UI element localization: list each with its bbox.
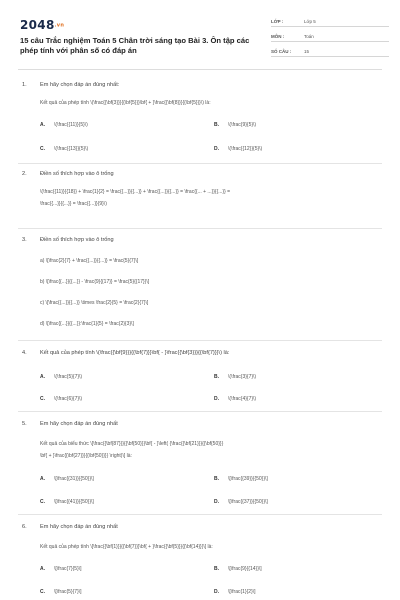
page-title: 15 câu Trắc nghiệm Toán 5 Chân trời sáng tạo Bài 3. Ôn tập các phép tính với phân số có đáp án xyxy=(20,36,250,56)
meta-label: MÔN : xyxy=(271,34,285,39)
option-text: \[\frac{{39}}{{50}}\] xyxy=(228,476,268,482)
option-text: \(\frac{9}{5}\) xyxy=(228,122,257,128)
meta-subject-row xyxy=(271,30,389,42)
option-letter: C. xyxy=(40,499,45,505)
option-d[interactable] xyxy=(214,146,262,152)
question-number: 2. xyxy=(22,171,27,177)
meta-info xyxy=(271,15,389,60)
question-line: \(\frac{{11}}{{18}} + \frac{1}{2} = \frac{{...}}{{...}} + \frac{{...}}{{...}} = \frac{{... + ...}}{{...}} = xyxy=(40,189,231,195)
question-line: \frac{{...}}{{...}} = \frac{{...}}{9}\) xyxy=(40,201,107,207)
option-c[interactable] xyxy=(40,499,94,505)
option-letter: B. xyxy=(214,476,219,482)
question-line: Kết quả của phép tính \[\frac{{\bf{1}}}{{\bf{7}}}\bf{ + }\frac{{\bf{5}}}{{\bf{14}}}\] là: xyxy=(40,544,213,550)
logo-text: 2048 xyxy=(20,18,55,32)
option-text: \(\frac{4}{7}\) xyxy=(228,396,257,402)
option-text: \(\frac{6}{7}\) xyxy=(54,396,83,402)
option-a[interactable] xyxy=(40,476,94,482)
option-text: \[\frac{9}{{14}}\] xyxy=(228,566,262,572)
option-text: \[\frac{{41}}{{50}}\] xyxy=(54,499,94,505)
option-text: \[\frac{1}{2}\] xyxy=(228,589,256,595)
question-divider xyxy=(18,163,382,164)
question-divider xyxy=(18,228,382,229)
option-text: \[\frac{{37}}{{50}}\] xyxy=(228,499,268,505)
question-number: 4. xyxy=(22,350,27,356)
site-logo[interactable] xyxy=(20,18,64,32)
question-line[interactable]: c) \[\frac{{...}}{{...}} \times \frac{2}{5} = \frac{2}{7}\] xyxy=(40,300,149,306)
question-divider xyxy=(18,340,382,341)
meta-value: 15 xyxy=(304,49,310,54)
option-text: \(\frac{{12}}{5}\) xyxy=(228,146,263,152)
question-text: Điền số thích hợp vào ô trống xyxy=(40,237,114,243)
option-c[interactable] xyxy=(40,146,88,152)
option-letter: C. xyxy=(40,146,45,152)
option-c[interactable] xyxy=(40,396,82,402)
question-text: Kết quả của phép tính \(\frac{{\bf{9}}}{{\bf{7}}}\bf{ - }\frac{{\bf{3}}}{{\bf{7}}}\) là: xyxy=(40,350,230,356)
option-text: \(\frac{{13}}{5}\) xyxy=(54,146,89,152)
option-d[interactable] xyxy=(214,396,256,402)
option-text: \(\frac{5}{7}\) xyxy=(54,374,83,380)
option-b[interactable] xyxy=(214,566,262,572)
question-text: Điền số thích hợp vào ô trống xyxy=(40,171,114,177)
option-b[interactable] xyxy=(214,374,256,380)
question-number: 1. xyxy=(22,82,27,88)
option-text: \(\frac{{11}}{5}\) xyxy=(54,122,88,128)
question-line: Kết quả của phép tính \(\frac{{\bf{3}}}{{\bf{5}}}\bf{ + }\frac{{\bf{8}}}{{\bf{5}}}\) là: xyxy=(40,100,211,106)
question-text: Em hãy chọn đáp án đúng nhất: xyxy=(40,82,120,88)
option-letter: C. xyxy=(40,396,45,402)
header-divider xyxy=(18,69,382,70)
option-c[interactable] xyxy=(40,589,82,595)
option-a[interactable] xyxy=(40,122,88,128)
option-letter: B. xyxy=(214,122,219,128)
option-b[interactable] xyxy=(214,122,256,128)
meta-grade-row xyxy=(271,15,389,27)
option-a[interactable] xyxy=(40,566,82,572)
option-letter: D. xyxy=(214,146,219,152)
option-letter: A. xyxy=(40,374,45,380)
option-text: \[\frac{7}{5}\] xyxy=(54,566,82,572)
meta-value: Lớp 5 xyxy=(304,19,316,24)
question-divider xyxy=(18,411,382,412)
question-number: 5. xyxy=(22,421,27,427)
question-line[interactable]: a) \[\frac{2}{7} + \frac{{...}}{{...}} = \frac{5}{7}\] xyxy=(40,258,139,264)
question-divider xyxy=(18,514,382,515)
option-letter: D. xyxy=(214,396,219,402)
meta-label: SỐ CÂU : xyxy=(271,49,292,54)
option-letter: A. xyxy=(40,566,45,572)
option-d[interactable] xyxy=(214,589,256,595)
question-text: Em hãy chọn đáp án đúng nhất xyxy=(40,421,118,427)
option-letter: C. xyxy=(40,589,45,595)
option-letter: D. xyxy=(214,499,219,505)
page-header xyxy=(18,12,390,64)
question-line: Kết quả của biểu thức \[\frac{{\bf{87}}}{{\bf{50}}}\bf{ - }\left( {\frac{{\bf{21}}}{{\bf{50}}} xyxy=(40,441,224,447)
meta-value: Toán xyxy=(304,34,314,39)
logo-tld: .vn xyxy=(54,22,65,29)
option-b[interactable] xyxy=(214,476,268,482)
meta-count-row xyxy=(271,45,389,57)
question-line[interactable]: b) \[\frac{{...}}{{...}} - \frac{9}{{17}} = \frac{5}{{17}}\] xyxy=(40,279,150,285)
question-line[interactable]: d) \[\frac{{...}}{{...}}:\frac{1}{5} = \frac{2}{3}\] xyxy=(40,321,134,327)
option-d[interactable] xyxy=(214,499,268,505)
option-letter: B. xyxy=(214,566,219,572)
option-letter: B. xyxy=(214,374,219,380)
option-letter: A. xyxy=(40,122,45,128)
meta-label: LỚP : xyxy=(271,19,284,24)
question-number: 3. xyxy=(22,237,27,243)
option-letter: D. xyxy=(214,589,219,595)
option-letter: A. xyxy=(40,476,45,482)
question-text: Em hãy chọn đáp án đúng nhất xyxy=(40,524,118,530)
option-a[interactable] xyxy=(40,374,82,380)
option-text: \[\frac{{31}}{{50}}\] xyxy=(54,476,94,482)
question-number: 6. xyxy=(22,524,27,530)
option-text: \(\frac{3}{7}\) xyxy=(228,374,257,380)
option-text: \[\frac{5}{7}\] xyxy=(54,589,82,595)
question-line: \bf{ + }\frac{{\bf{27}}}{{\bf{50}}}} \right)\] là: xyxy=(40,453,132,459)
